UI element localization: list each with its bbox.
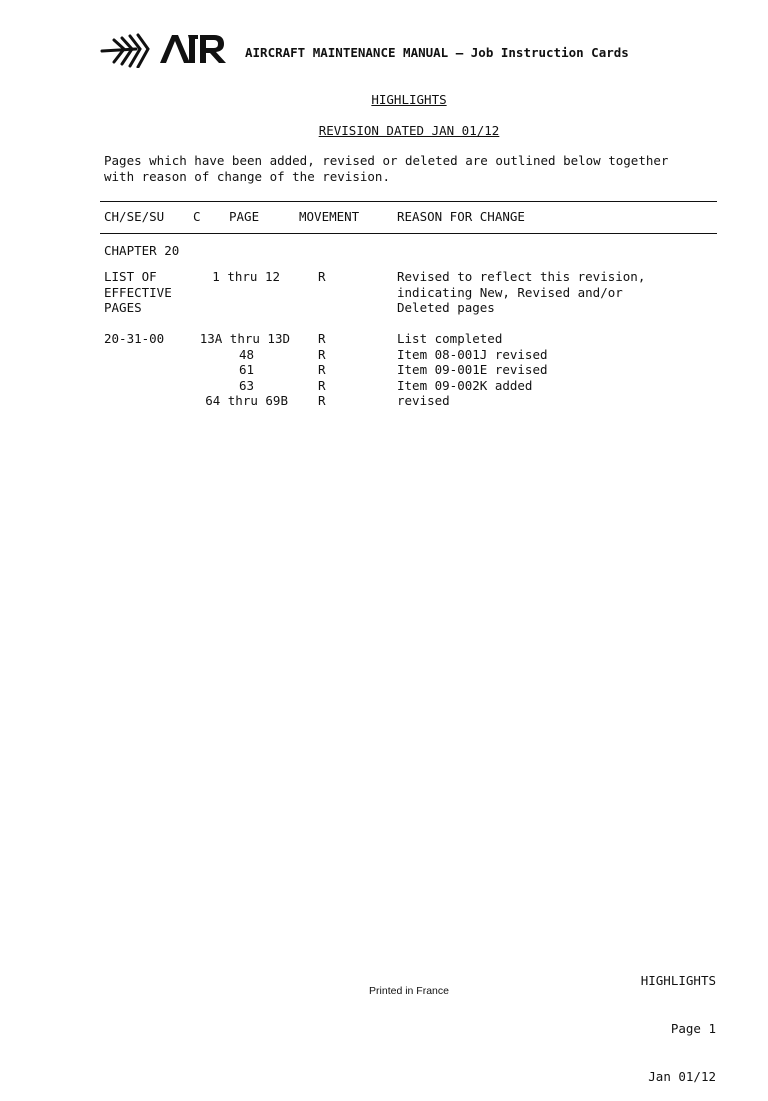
- footer-page-number: Page 1: [670, 1021, 716, 1036]
- row-chsesu: 20-31-00: [104, 331, 165, 346]
- row-page: 64 thru 69B: [205, 393, 288, 408]
- row-reason: Item 08-001J revised: [397, 346, 548, 362]
- row-page: 63: [238, 377, 254, 393]
- footer-section: HIGHLIGHTS: [640, 973, 716, 988]
- table-header-rule: [100, 233, 717, 234]
- column-header-reason: REASON FOR CHANGE: [397, 209, 525, 224]
- row-page: 1 thru 12: [212, 269, 280, 284]
- revision-title: REVISION DATED JAN 01/12: [318, 123, 500, 138]
- row-reason: List completed: [397, 331, 503, 346]
- chapter-heading: CHAPTER 20: [104, 243, 180, 258]
- intro-paragraph: Pages which have been added, revised or deleted are outlined below together with reason of change of the revision.: [104, 153, 669, 184]
- column-header-c: C: [193, 209, 201, 224]
- column-header-movement: MOVEMENT: [299, 209, 360, 224]
- page-footer: [641, 941, 716, 1101]
- printed-in-note: Printed in France: [369, 985, 449, 997]
- column-header-chsesu: CH/SE/SU: [104, 209, 165, 224]
- row-movement: R: [318, 269, 326, 284]
- atr-logo: [100, 30, 230, 68]
- row-reason: Item 09-001E revised: [397, 362, 548, 377]
- table-top-rule: [100, 201, 717, 202]
- row-movement: R: [318, 377, 326, 393]
- row-chsesu: LIST OF EFFECTIVE PAGES: [104, 269, 172, 315]
- row-page: 13A thru 13D: [199, 331, 290, 346]
- manual-title: AIRCRAFT MAINTENANCE MANUAL — Job Instruction Cards: [245, 45, 629, 60]
- row-reason: Revised to reflect this revision, indicating New, Revised and/or Deleted pages: [397, 269, 646, 315]
- footer-date: Jan 01/12: [648, 1069, 716, 1084]
- row-movement: R: [318, 346, 326, 362]
- row-movement: R: [318, 331, 326, 346]
- row-reason: Item 09-002K added: [397, 377, 533, 393]
- atr-logo-icon: [100, 30, 230, 68]
- row-page: 48: [238, 346, 254, 362]
- row-reason: revised: [397, 393, 450, 408]
- highlights-title: HIGHLIGHTS: [371, 92, 447, 107]
- row-movement: R: [318, 393, 326, 408]
- row-page: 61: [238, 362, 254, 377]
- row-movement: R: [318, 362, 326, 377]
- column-header-page: PAGE: [229, 209, 260, 224]
